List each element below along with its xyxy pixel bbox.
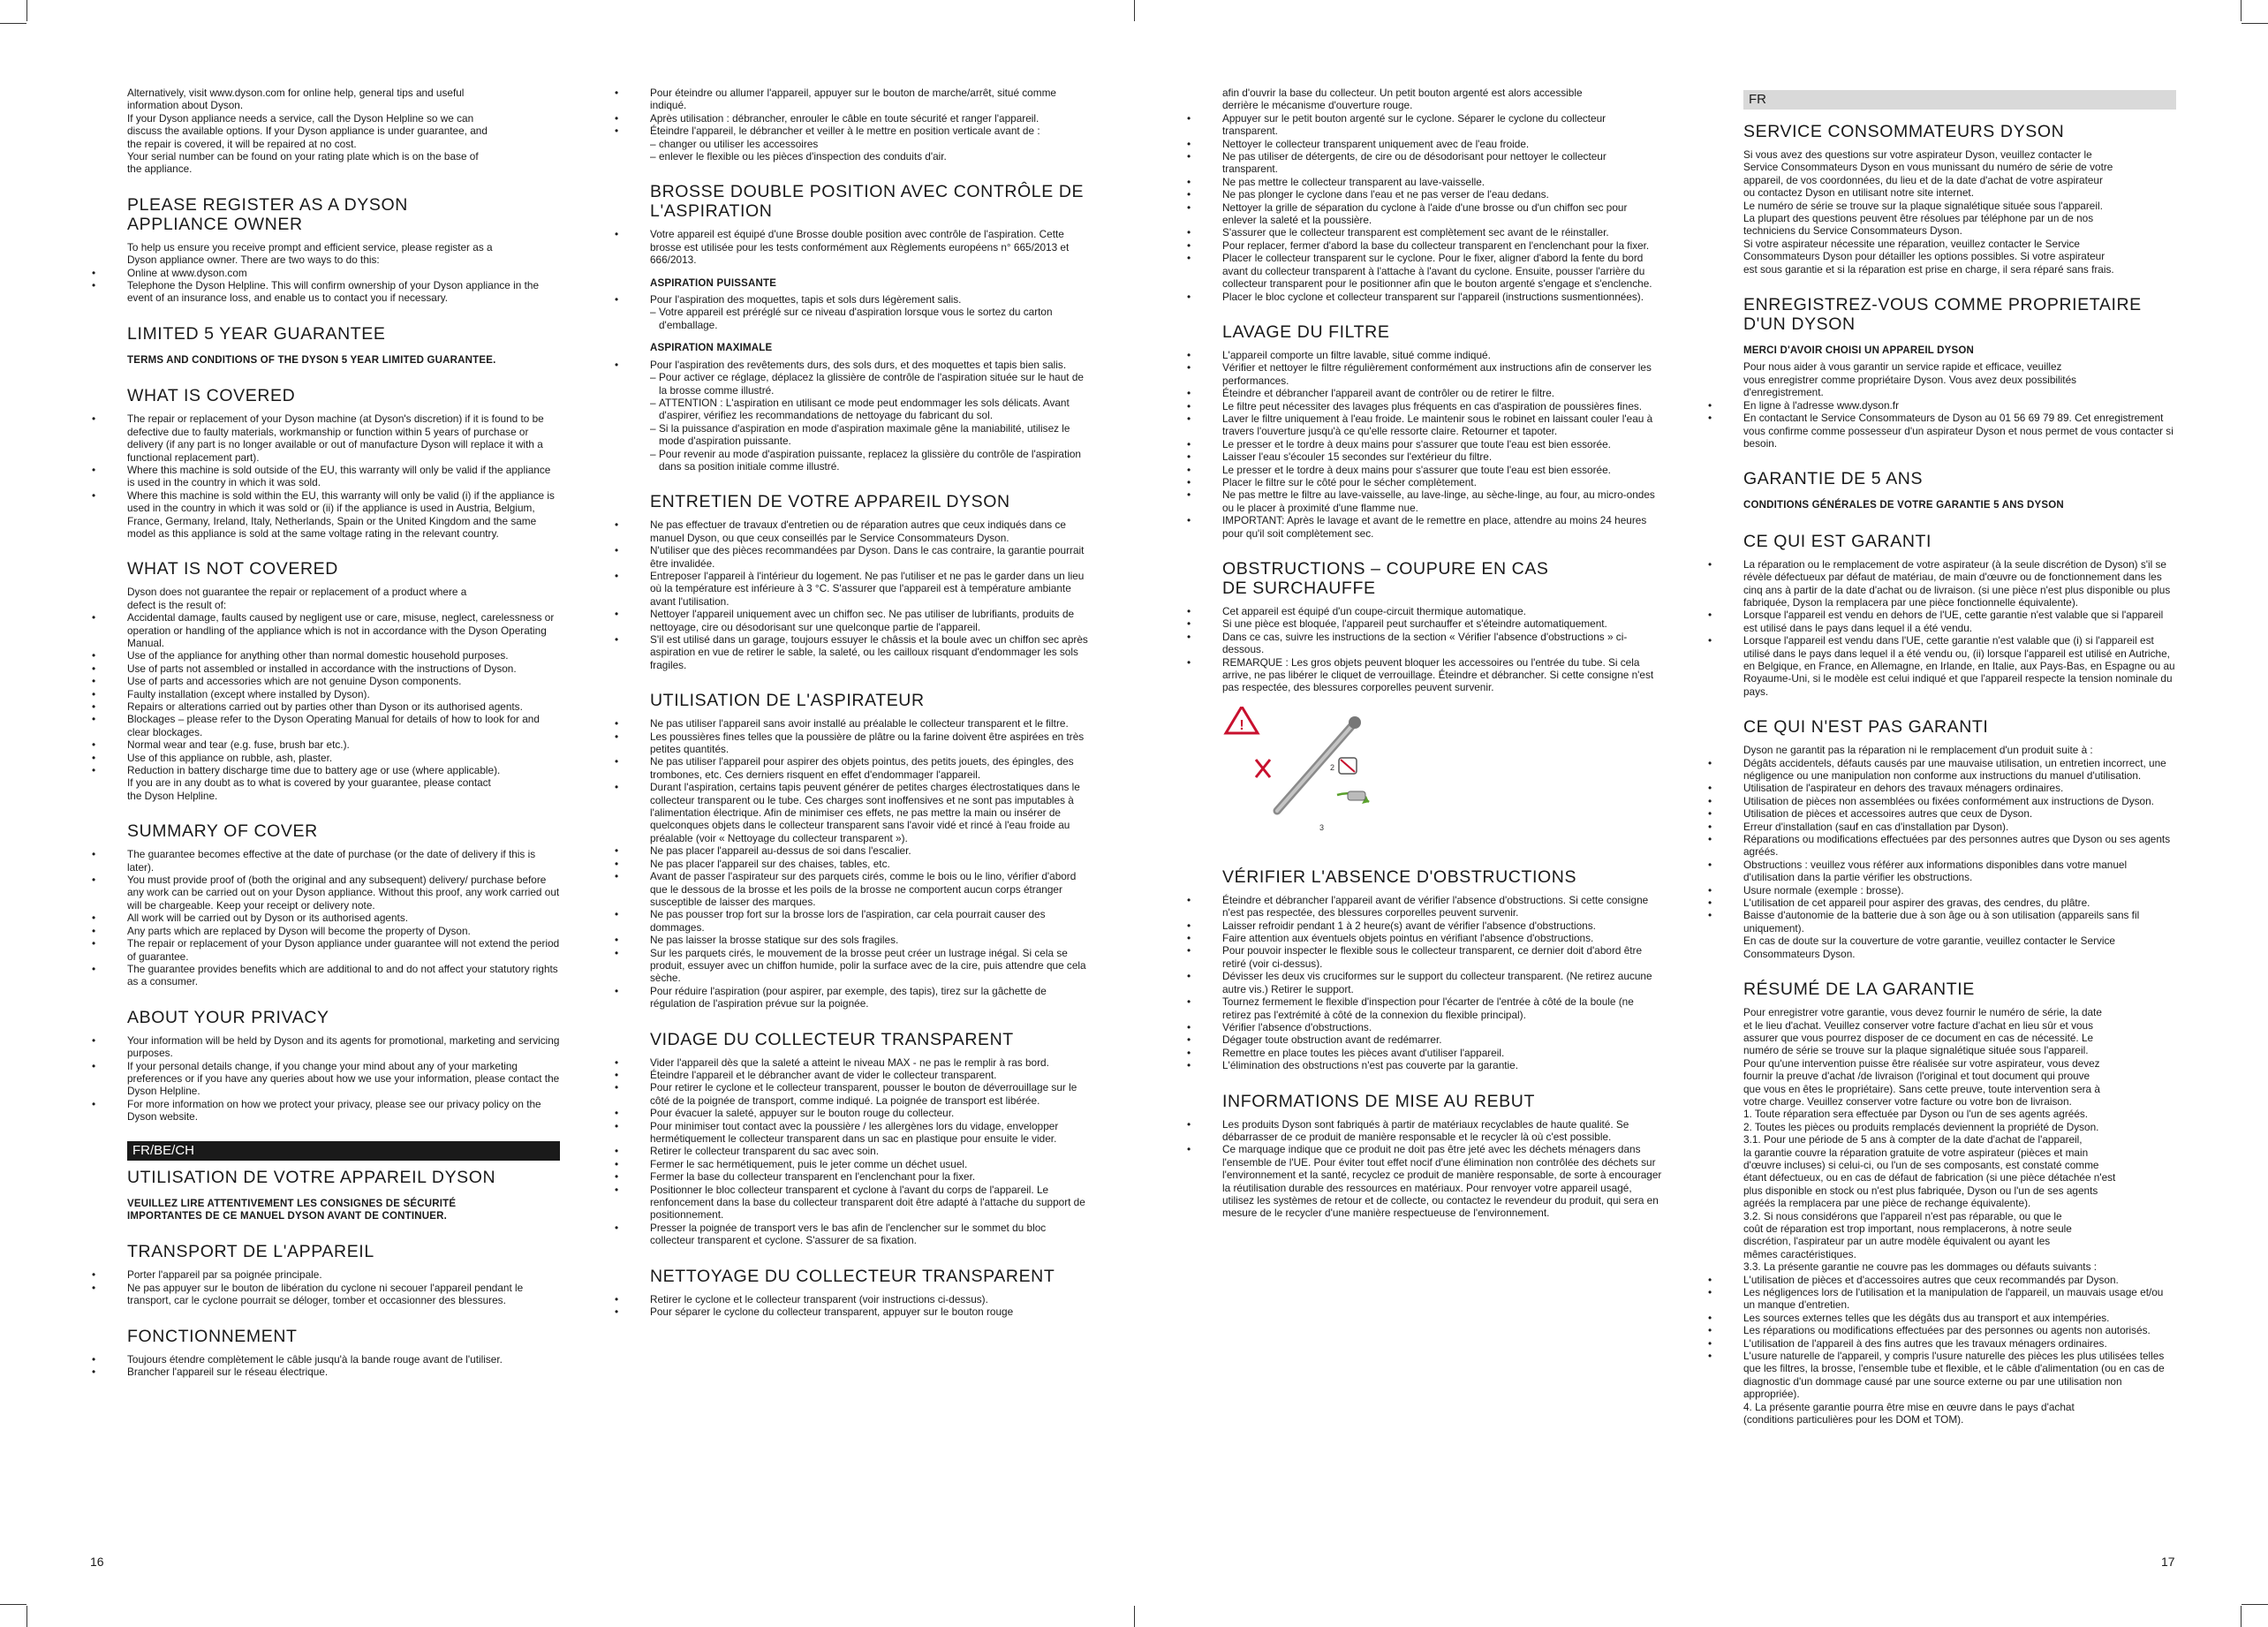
- list-item: • Pour séparer le cyclone du collecteur transparent, appuyer sur le bouton rouge: [650, 1305, 1092, 1318]
- list-item: • Positionner le bloc collecteur transparent et cyclone à l'avant du corps de l'appareil. Le renfoncement dans la base du collecteur transparent doit être adapté à l'attache du support de positionnement.: [650, 1184, 1092, 1222]
- list-item: • L'utilisation de pièces et d'accessoires autres que ceux recommandés par Dyson.: [1743, 1274, 2176, 1286]
- list-item: • Pour retirer le cyclone et le collecteur transparent, pousser le bouton de déverrouillage sur le côté de la poignée de transport, comme indiqué. La poignée de transport est libérée.: [650, 1081, 1092, 1107]
- list-item: • Laver le filtre uniquement à l'eau froide. Le maintenir sous le robinet en laissant couler l'eau à travers l'ouverture jusqu'à ce qu'elle ressorte claire. Retourner et tapoter.: [1222, 412, 1664, 438]
- list-item: • The guarantee provides benefits which are additional to and do not affect your statutory rights as a consumer.: [127, 963, 560, 988]
- list-item: • Ne pas placer l'appareil au-dessus de soi dans l'escalier.: [650, 844, 1092, 857]
- vidage-heading: VIDAGE DU COLLECTEUR TRANSPARENT: [650, 1029, 1014, 1049]
- list-item: • Use of parts and accessories which are not genuine Dyson components.: [127, 675, 560, 687]
- list-item: • L'élimination des obstructions n'est pas couverte par la garantie.: [1222, 1059, 1664, 1071]
- list-item: • Entreposer l'appareil à l'intérieur du logement. Ne pas l'utiliser et ne pas le garder dans un lieu où la température est inférieure à 3 °C. S'assurer que l'appareil est à température ambiante avant l'utilisation.: [650, 570, 1092, 608]
- crop-mark: [26, 0, 27, 21]
- obstruction-illustration: [1222, 707, 1399, 848]
- pas-garanti-text: Dyson ne garantit pas la réparation ni le remplacement d'un produit suite à :: [1743, 744, 2093, 757]
- pas-garanti-heading: CE QUI N'EST PAS GARANTI: [1743, 717, 1989, 738]
- list-item: • Dévisser les deux vis cruciformes sur le support du collecteur transparent. (Ne retirez aucune autre vis.) Retirer le support.: [1222, 970, 1664, 995]
- list-item: • Lorsque l'appareil est vendu en dehors de l'UE, cette garantie n'est valable que si l'appareil est utilisé dans le pays dans lequel il a été vendu.: [1743, 609, 2176, 634]
- list-item: • Retirer le collecteur transparent du sac avec soin.: [650, 1145, 1092, 1157]
- terms-subheading: TERMS AND CONDITIONS OF THE DYSON 5 YEAR LIMITED GUARANTEE.: [127, 354, 496, 366]
- list-item: • Les réparations ou modifications effectuées par des personnes ou agents non autorisés.: [1743, 1324, 2176, 1336]
- list-item: • Retirer le cyclone et le collecteur transparent (voir instructions ci-dessus).: [650, 1293, 1092, 1305]
- list-item: • Dégager toute obstruction avant de redémarrer.: [1222, 1033, 1664, 1046]
- service-text: Si vous avez des questions sur votre aspirateur Dyson, veuillez contacter le Service Consommateurs Dyson en vous munissant du numéro de série de votre appareil, de vos coordonnées, du lieu et de la date d'achat de votre aspirateur ou contactez Dyson en utilisant notre site internet. Le numéro de série se trouve sur la plaque signalétique située sous l'appareil. La plupart des questions peuvent être résolues par téléphone par un de nos techniciens du Service Consommateurs Dyson. Si votre aspirateur nécessite une réparation, veuillez contacter le Service Consommateurs Dyson pour détailler les options possibles. Si votre aspirateur est sous garantie et si la réparation est prise en charge, il sera réparé sans frais.: [1743, 148, 2114, 276]
- list-item: • Placer le filtre sur le côté pour le sécher complètement.: [1222, 476, 1664, 488]
- continued-text: afin d'ouvrir la base du collecteur. Un petit bouton argenté est alors accessible derrière le mécanisme d'ouverture rouge.: [1222, 87, 1583, 112]
- what-is-covered-heading: WHAT IS COVERED: [127, 386, 296, 406]
- list-item: • Placer le bloc cyclone et collecteur transparent sur l'appareil (instructions susmentionnées).: [1222, 291, 1664, 303]
- list-item: • Utilisation de pièces non assemblées ou fixées conformément aux instructions de Dyson.: [1743, 795, 2176, 807]
- not-covered-after: If you are in any doubt as to what is covered by your guarantee, please contact the Dyson Helpline.: [127, 776, 491, 802]
- list-item: • Presser la poignée de transport vers le bas afin de l'enclencher sur le sommet du bloc collecteur transparent et cyclone. S'assurer de sa fixation.: [650, 1222, 1092, 1247]
- list-item: • Remettre en place toutes les pièces avant d'utiliser l'appareil.: [1222, 1047, 1664, 1059]
- list-item: • Ne pas mettre le collecteur transparent au lave-vaisselle.: [1222, 176, 1664, 188]
- column-1: [127, 87, 560, 1378]
- resume-heading: RÉSUMÉ DE LA GARANTIE: [1743, 980, 1975, 1000]
- list-item: • Vérifier et nettoyer le filtre régulièrement conformément aux instructions afin de conserver les performances.: [1222, 361, 1664, 387]
- list-item: • Cet appareil est équipé d'un coupe-circuit thermique automatique.: [1222, 605, 1664, 617]
- sub-item: – changer ou utiliser les accessoires: [650, 138, 1092, 150]
- list-item: • Telephone the Dyson Helpline. This will confirm ownership of your Dyson appliance in the event of an insurance loss, and enable us to contact you if necessary.: [127, 279, 560, 305]
- list-item: • Sur les parquets cirés, le mouvement de la brosse peut créer un lustrage inégal. Si cela se produit, essuyer avec un chiffon humide, polir la surface avec de la cire, puis attendre que cela sèche.: [650, 947, 1092, 985]
- list-item: • Vérifier l'absence d'obstructions.: [1222, 1021, 1664, 1033]
- enregistrez-heading: ENREGISTREZ-VOUS COMME PROPRIETAIRE D'UN DYSON: [1743, 295, 2142, 335]
- list-item: • Après utilisation : débrancher, enrouler le câble en toute sécurité et ranger l'appareil.: [650, 112, 1092, 125]
- list-item: • Normal wear and tear (e.g. fuse, brush bar etc.).: [127, 738, 560, 751]
- intro-text: Alternatively, visit www.dyson.com for online help, general tips and useful information about Dyson. If your Dyson appliance needs a service, call the Dyson Helpline so we can discuss the available options. If your Dyson appliance is under guarantee, and the repair is covered, it will be repaired at no cost. Your serial number can be found on your rating plate which is on the base of the appliance.: [127, 87, 488, 176]
- top-list: [650, 87, 1092, 163]
- resume-after: 4. La présente garantie pourra être mise en œuvre dans le pays d'achat (conditions particulières pour les DOM et TOM).: [1743, 1400, 2075, 1426]
- crop-mark: [2241, 0, 2242, 21]
- nettoyage-list: [650, 1293, 1092, 1319]
- list-item: • Les négligences lors de l'utilisation et la manipulation de l'appareil, un mauvais usage et/ou un manque d'entretien.: [1743, 1286, 2176, 1312]
- list-item: • Nettoyer le collecteur transparent uniquement avec de l'eau froide.: [1222, 138, 1664, 150]
- list-item: • Éteindre l'appareil, le débrancher et veiller à le mettre en position verticale avant de :: [650, 125, 1092, 137]
- list-item: • Dégâts accidentels, défauts causés par une mauvaise utilisation, un entretien incorrect, une négligence ou une manipulation non conforme aux instructions du manuel d'utilisation.: [1743, 757, 2176, 783]
- sub-item: – Pour revenir au mode d'aspiration puissante, replacez la glissière du contrôle de l'aspiration dans sa position initiale comme illustré.: [650, 448, 1092, 473]
- crop-mark: [0, 1604, 26, 1605]
- entretien-heading: ENTRETIEN DE VOTRE APPAREIL DYSON: [650, 492, 1010, 512]
- resume-text: Pour enregistrer votre garantie, vous devez fournir le numéro de série, la date et le lieu d'achat. Veuillez conserver votre facture d'achat en lieu sûr et vous assurer que vous pourrez disposer de ce document en cas de nécessité. Le numéro de série se trouve sur la plaque signalétique située sous l'appareil. Pour qu'une intervention puisse être réalisée sur votre aspirateur, vous devez fournir la preuve d'achat /de livraison (l'original et tout document qui prouve que vous en êtes le propriétaire). Sans cette preuve, toute intervention sera à votre charge. Veuillez conserver votre facture ou votre bon de livraison. 1. Toute réparation sera effectuée par Dyson ou l'un de ses agents agréés. 2. Toutes les pièces ou produits remplacés deviennent la propriété de Dyson. 3.1. Pour une période de 5 ans à compter de la date d'achat de l'appareil, la garantie couvre la réparation gratuite de votre aspirateur (pièces et main d'œuvre incluses) si celui-ci, ou l'un de ses composants, est constaté comme étant défectueux, ou en cas de défaut de fabrication (si une pièce détachée n'est plus disponible en stock ou n'est plus fabriquée, Dyson ou l'un de ses agents agréés la remplacera par une pièce de rechange équivalente). 3.2. Si nous considérons que l'appareil n'est pas réparable, ou que le coût de réparation est trop important, nous remplacerons, à notre seule discrétion, l'aspirateur par un autre modèle équivalent ou ayant les mêmes caractéristiques. 3.3. La présente garantie ne couvre pas les dommages ou défauts suivants :: [1743, 1006, 2116, 1274]
- register-text: To help us ensure you receive prompt and efficient service, please register as a Dyson appliance owner. There are two ways to do this:: [127, 240, 493, 267]
- list-item: • IMPORTANT: Après le lavage et avant de le remettre en place, attendre au moins 24 heures pour qu'il soit complètement sec.: [1222, 514, 1664, 540]
- list-item: • Ne pas placer l'appareil sur des chaises, tables, etc.: [650, 858, 1092, 870]
- list-item: • Éteindre et débrancher l'appareil avant de vérifier l'absence d'obstructions. Si cette consigne n'est pas respectée, des blessures corporelles peuvent survenir.: [1222, 894, 1664, 919]
- list-item: • Fermer le sac hermétiquement, puis le jeter comme un déchet usuel.: [650, 1158, 1092, 1170]
- verifier-list: [1222, 894, 1664, 1072]
- fonctionnement-heading: FONCTIONNEMENT: [127, 1326, 298, 1346]
- list-item: • Ne pas pousser trop fort sur la brosse lors de l'aspiration, car cela pourrait causer des dommages.: [650, 908, 1092, 934]
- crop-mark: [1134, 1606, 1135, 1627]
- list-item: • Ne pas appuyer sur le bouton de libération du cyclone ni secouer l'appareil pendant le transport, car le cyclone pourrait se déloger, tomber et occasionner des blessures.: [127, 1282, 560, 1307]
- list-item: • Utilisation de pièces et accessoires autres que ceux de Dyson.: [1743, 807, 2176, 820]
- list-item: • Réparations ou modifications effectuées par des personnes autres que Dyson ou ses agents agréés.: [1743, 833, 2176, 859]
- nettoyage-heading: NETTOYAGE DU COLLECTEUR TRANSPARENT: [650, 1266, 1055, 1286]
- list-item: • Any parts which are replaced by Dyson will become the property of Dyson.: [127, 925, 560, 937]
- list-item: • Le presser et le tordre à deux mains pour s'assurer que toute l'eau est bien essorée.: [1222, 438, 1664, 450]
- list-item: • You must provide proof of (both the original and any subsequent) delivery/ purchase before any work can be carried out on your Dyson appliance. Without this proof, any work carried out will be chargeable. Keep your receipt or delivery note.: [127, 874, 560, 912]
- list-item: • Les produits Dyson sont fabriqués à partir de matériaux recyclables de haute qualité. Se débarrasser de ce produit de manière responsable et le recycler là où c'est possible.: [1222, 1118, 1664, 1144]
- list-item: • Use of the appliance for anything other than normal domestic household purposes.: [127, 649, 560, 662]
- list-item: • En ligne à l'adresse www.dyson.fr: [1743, 399, 2176, 412]
- list-item: • Tournez fermement le flexible d'inspection pour l'écarter de l'entrée à côté de la boule (ne retirez pas l'extrémité à côté de la connexion du flexible principal).: [1222, 995, 1664, 1021]
- pas-garanti-list: [1743, 757, 2176, 935]
- list-item: • Pour éteindre ou allumer l'appareil, appuyer sur le bouton de marche/arrêt, situé comme indiqué.: [650, 87, 1092, 112]
- list-item: • Porter l'appareil par sa poignée principale.: [127, 1268, 560, 1281]
- list-item: • Use of this appliance on rubble, ash, plaster.: [127, 752, 560, 764]
- list-item: • Ne pas utiliser l'appareil pour aspirer des objets pointus, des petits jouets, des épingles, des trombones, etc. Ces derniers risquent en effet d'endommager l'appareil.: [650, 755, 1092, 781]
- list-item: • Ne pas utiliser de détergents, de cire ou de désodorisant pour nettoyer le collecteur transparent.: [1222, 150, 1664, 176]
- list-item: • Use of parts not assembled or installed in accordance with the instructions of Dyson.: [127, 662, 560, 675]
- crop-mark: [2242, 23, 2268, 24]
- crop-mark: [2241, 1606, 2242, 1627]
- crop-mark: [26, 1606, 27, 1627]
- aspirateur-list: [650, 717, 1092, 1010]
- enregistrez-list: [1743, 399, 2176, 450]
- fonctionnement-list: [127, 1353, 560, 1379]
- page-number-left: 16: [90, 1555, 104, 1569]
- list-item: • Brancher l'appareil sur le réseau électrique.: [127, 1366, 560, 1378]
- list-item: • L'appareil comporte un filtre lavable, situé comme indiqué.: [1222, 349, 1664, 361]
- list-item: • Pour minimiser tout contact avec la poussière / les allergènes lors du vidage, envelopper hermétiquement le collecteur transparent dans un sac en plastique pour ensuite le vider.: [650, 1120, 1092, 1146]
- utilisation-heading: UTILISATION DE VOTRE APPAREIL DYSON: [127, 1167, 496, 1187]
- list-item: • Accidental damage, faults caused by negligent use or care, misuse, neglect, carelessness or operation or handling of the appliance which is not in accordance with the Dyson Operating Manual.: [127, 611, 560, 649]
- list-item: • Ne pas utiliser l'appareil sans avoir installé au préalable le collecteur transparent et le filtre.: [650, 717, 1092, 730]
- limited-guarantee-heading: LIMITED 5 YEAR GUARANTEE: [127, 323, 386, 344]
- list-item: • Baisse d'autonomie de la batterie due à son âge ou à son utilisation (appareils sans fil uniquement).: [1743, 909, 2176, 935]
- crop-mark: [1134, 0, 1135, 21]
- list-item: • L'utilisation de cet appareil pour aspirer des gravas, des cendres, du plâtre.: [1743, 897, 2176, 909]
- sub-item: – enlever le flexible ou les pièces d'inspection des conduits d'air.: [650, 150, 1092, 163]
- column-4: [1743, 90, 2176, 1426]
- list-item: • Toujours étendre complètement le câble jusqu'à la bande rouge avant de l'utiliser.: [127, 1353, 560, 1366]
- svg-text:!: !: [1239, 717, 1244, 733]
- sub-item: – Votre appareil est préréglé sur ce niveau d'aspiration lorsque vous le sortez du carton d'emballage.: [650, 306, 1092, 331]
- list-item: • Your information will be held by Dyson and its agents for promotional, marketing and servicing purposes.: [127, 1034, 560, 1060]
- obstructions-heading: OBSTRUCTIONS – COUPURE EN CAS DE SURCHAUFFE: [1222, 559, 1549, 598]
- list-item: • Obstructions : veuillez vous référer aux informations disponibles dans votre manuel d'utilisation dans la partie vérifier les obstructions.: [1743, 859, 2176, 884]
- sub-item: – Si la puissance d'aspiration en mode d'aspiration maximale gêne la maniabilité, utilisez le mode d'aspiration puissante.: [650, 422, 1092, 448]
- sub-item: – Pour activer ce réglage, déplacez la glissière de contrôle de l'aspiration située sur le haut de la brosse comme illustré.: [650, 371, 1092, 397]
- list-item: • Votre appareil est équipé d'une Brosse double position avec contrôle de l'aspiration. Cette brosse est utilisée pour les tests conformément aux Règlements européens n° 665/2013 et 666/2013.: [650, 228, 1092, 266]
- list-item: • Lorsque l'appareil est vendu dans l'UE, cette garantie n'est valable que (i) si l'appareil est utilisé dans le pays dans lequel il a été vendu ou, (ii) lorsque l'appareil est utilisé en Autriche, en Belgique, en France, en Allemagne, en Irlande, en Italie, aux Pays-Bas, en Espagne ou au Royaume-Uni, si le modèle est celui indiqué et que l'appareil respecte la tension nominale du pays.: [1743, 634, 2176, 698]
- list-item: • The guarantee becomes effective at the date of purchase (or the date of delivery if this is later).: [127, 848, 560, 874]
- register-list: [127, 267, 560, 305]
- nettoyage-cont-list: [1222, 112, 1664, 303]
- resume-list: [1743, 1274, 2176, 1401]
- not-covered-list: [127, 611, 560, 776]
- language-bar-fr: FR: [1743, 90, 2176, 110]
- crop-mark: [0, 23, 26, 24]
- privacy-heading: ABOUT YOUR PRIVACY: [127, 1007, 329, 1027]
- list-item: • Online at www.dyson.com: [127, 267, 560, 279]
- list-item: • Nettoyer la grille de séparation du cyclone à l'aide d'une brosse ou d'un chiffon sec pour enlever la saleté et la poussière.: [1222, 201, 1664, 227]
- list-item: • Les sources externes telles que les dégâts dus au transport et aux intempéries.: [1743, 1312, 2176, 1324]
- list-item: • Ce marquage indique que ce produit ne doit pas être jeté avec les déchets ménagers dans l'ensemble de l'UE. Pour éviter tout effet nocif d'une élimination non contrôlée des déchets sur l'environnement et la santé, recyclez ce produit de manière responsable, de sorte à encourager la réutilisation durable des ressources en matériaux. Pour renvoyer votre appareil usagé, utilisez les systèmes de retour et de collecte, ou contactez le revendeur du produit, qui sera en mesure de le recycler d'une manière respectueuse de l'environnement.: [1222, 1143, 1664, 1219]
- list-item: • Faire attention aux éventuels objets pointus en vérifiant l'absence d'obstructions.: [1222, 932, 1664, 944]
- list-item: • The repair or replacement of your Dyson appliance under guarantee will not extend the period of guarantee.: [127, 937, 560, 963]
- verifier-heading: VÉRIFIER L'ABSENCE D'OBSTRUCTIONS: [1222, 866, 1577, 887]
- conditions-subheading: CONDITIONS GÉNÉRALES DE VOTRE GARANTIE 5 ANS DYSON: [1743, 500, 2064, 511]
- list-item: • Where this machine is sold within the EU, this warranty will only be valid (i) if the appliance is used in the country in which it was sold or (ii) if the appliance is used in Austria, Belgium, France, Germany, Ireland, Italy, Netherlands, Spain or the United Kingdom and the same model as this appliance is sold at the same voltage rating in the relevant country.: [127, 489, 560, 541]
- list-item: • Ne pas laisser la brosse statique sur des sols fragiles.: [650, 934, 1092, 946]
- merci-subheading: MERCI D'AVOIR CHOISI UN APPAREIL DYSON: [1743, 345, 1975, 357]
- list-item: • Le filtre peut nécessiter des lavages plus fréquents en cas d'aspiration de poussières fines.: [1222, 400, 1664, 412]
- obstructions-list: [1222, 605, 1664, 694]
- list-item: • Durant l'aspiration, certains tapis peuvent générer de petites charges électrostatiques dans le collecteur transparent ou le tube. Ces charges sont inoffensives et ne sont pas imputables à l'alimentation électrique. Afin de minimiser ces effets, ne pas mettre la main ou insérer de quelconques objets dans le collecteur transparent sans l'avoir vidé et rincé à l'eau froide au préalable (voir « Nettoyage du collecteur transparent »).: [650, 781, 1092, 844]
- pas-garanti-after: En cas de doute sur la couverture de votre garantie, veuillez contacter le Service Consommateurs Dyson.: [1743, 935, 2115, 960]
- list-item: • En contactant le Service Consommateurs de Dyson au 01 56 69 79 89. Cet enregistrement vous confirme comme possesseur d'un aspirateur Dyson et nous permet de vous contacter si besoin.: [1743, 412, 2176, 450]
- safety-subheading: VEUILLEZ LIRE ATTENTIVEMENT LES CONSIGNES DE SÉCURITÉ IMPORTANTES DE CE MANUEL DYSON AVANT DE CONTINUER.: [127, 1198, 457, 1222]
- maximale-list: [650, 359, 1092, 473]
- list-item: • Ne pas plonger le cyclone dans l'eau et ne pas verser de l'eau dedans.: [1222, 188, 1664, 201]
- covered-list: [127, 412, 560, 540]
- puissante-list: [650, 293, 1092, 331]
- column-3: [1222, 87, 1664, 1220]
- list-item: • Where this machine is sold outside of the EU, this warranty will only be valid if the appliance is used in the country in which it was sold.: [127, 464, 560, 489]
- garanti-list: [1743, 558, 2176, 698]
- list-item: • Pour évacuer la saleté, appuyer sur le bouton rouge du collecteur.: [650, 1107, 1092, 1119]
- list-item: • S'assurer que le collecteur transparent est complètement sec avant de le réinstaller.: [1222, 226, 1664, 238]
- list-item: • Faulty installation (except where installed by Dyson).: [127, 688, 560, 700]
- enregistrez-text: Pour nous aider à vous garantir un service rapide et efficace, veuillez vous enregistrer comme propriétaire Dyson. Vous avez deux possibilités d'enregistrement.: [1743, 360, 2077, 399]
- list-item: • S'il est utilisé dans un garage, toujours essuyer le châssis et la boule avec un chiffon sec après aspiration en vue de retirer le sable, la saleté, ou les cailloux risquant d'endommager les sols fragiles.: [650, 633, 1092, 671]
- list-item: • Placer le collecteur transparent sur le cyclone. Pour le fixer, aligner d'abord la fente du bord avant du collecteur transparent à l'attache à l'avant du cyclone. Ensuite, pousser l'arrière du collecteur transparent pour le positionner afin que le bouton argenté s'engage et s'enclenche.: [1222, 252, 1664, 290]
- aspiration-puissante-subheading: ASPIRATION PUISSANTE: [650, 277, 777, 289]
- lavage-list: [1222, 349, 1664, 540]
- list-item: • N'utiliser que des pièces recommandées par Dyson. Dans le cas contraire, la garantie pourrait être invalidée.: [650, 544, 1092, 570]
- list-item: • Erreur d'installation (sauf en cas d'installation par Dyson).: [1743, 821, 2176, 833]
- service-heading: SERVICE CONSOMMATEURS DYSON: [1743, 122, 2065, 141]
- list-item: • Pour l'aspiration des moquettes, tapis et sols durs légèrement salis.: [650, 293, 1092, 306]
- sub-item: – ATTENTION : L'aspiration en utilisant ce mode peut endommager les sols délicats. Avant d'aspirer, vérifiez les recommandations de nettoyage du fabricant du sol.: [650, 397, 1092, 422]
- list-item: • Pour l'aspiration des revêtements durs, des sols durs, et des moquettes et tapis bien salis.: [650, 359, 1092, 371]
- list-item: • L'utilisation de l'appareil à des fins autres que les travaux ménagers ordinaires.: [1743, 1337, 2176, 1350]
- utilisation-aspirateur-heading: UTILISATION DE L'ASPIRATEUR: [650, 691, 925, 711]
- not-covered-heading: WHAT IS NOT COVERED: [127, 559, 338, 579]
- mise-au-rebut-list: [1222, 1118, 1664, 1220]
- transport-list: [127, 1268, 560, 1306]
- language-bar-fr-be-ch: FR/BE/CH: [127, 1141, 560, 1161]
- vidage-list: [650, 1056, 1092, 1247]
- list-item: • Utilisation de l'aspirateur en dehors des travaux ménagers ordinaires.: [1743, 782, 2176, 794]
- list-item: • Appuyer sur le petit bouton argenté sur le cyclone. Séparer le cyclone du collecteur transparent.: [1222, 112, 1664, 138]
- transport-heading: TRANSPORT DE L'APPAREIL: [127, 1242, 374, 1262]
- list-item: • Laisser refroidir pendant 1 à 2 heure(s) avant de vérifier l'absence d'obstructions.: [1222, 919, 1664, 932]
- aspiration-maximale-subheading: ASPIRATION MAXIMALE: [650, 343, 773, 354]
- list-item: • La réparation ou le remplacement de votre aspirateur (à la seule discrétion de Dyson) s'il se révèle défectueux par défaut de matériau, de main d'œuvre ou de fonctionnement dans les cinq ans à partir de la date d'achat ou de livraison. (si une pièce n'est plus disponible ou plus fabriquée, Dyson la remplacera par une pièce fonctionnelle équivalente).: [1743, 558, 2176, 609]
- list-item: • Repairs or alterations carried out by parties other than Dyson or its authorised agents.: [127, 700, 560, 713]
- list-item: • Éteindre l'appareil et le débrancher avant de vider le collecteur transparent.: [650, 1069, 1092, 1081]
- list-item: • Ne pas mettre le filtre au lave-vaisselle, au lave-linge, au sèche-linge, au four, au micro-ondes ou le placer à proximité d'une flamme nue.: [1222, 488, 1664, 514]
- mise-au-rebut-heading: INFORMATIONS DE MISE AU REBUT: [1222, 1091, 1535, 1111]
- list-item: • REMARQUE : Les gros objets peuvent bloquer les accessoires ou l'entrée du tube. Si cela arrive, ne pas libérer le cliquet de verrouillage. Éteindre et débrancher. Si cette consigne n'est pas respectée, des blessures corporelles peuvent survenir.: [1222, 656, 1664, 694]
- register-heading: PLEASE REGISTER AS A DYSON APPLIANCE OWNER: [127, 194, 408, 234]
- list-item: • For more information on how we protect your privacy, please see our privacy policy on the Dyson website.: [127, 1098, 560, 1124]
- summary-heading: SUMMARY OF COVER: [127, 821, 318, 842]
- brosse-list: [650, 228, 1092, 266]
- list-item: • Vider l'appareil dès que la saleté a atteint le niveau MAX - ne pas le remplir à ras bord.: [650, 1056, 1092, 1069]
- list-item: • Le presser et le tordre à deux mains pour s'assurer que toute l'eau est bien essorée.: [1222, 464, 1664, 476]
- list-item: • Ne pas effectuer de travaux d'entretien ou de réparation autres que ceux indiqués dans ce manuel Dyson, ou que ceux conseillés par le Service Consommateurs Dyson.: [650, 518, 1092, 544]
- list-item: • Blockages – please refer to the Dyson Operating Manual for details of how to look for and clear blockages.: [127, 713, 560, 738]
- list-item: • All work will be carried out by Dyson or its authorised agents.: [127, 912, 560, 924]
- list-item: • The repair or replacement of your Dyson machine (at Dyson's discretion) if it is found to be defective due to faulty materials, workmanship or function within 5 years of purchase or delivery (if any part is no longer available or out of manufacture Dyson will replace it with a functional replacement part).: [127, 412, 560, 464]
- ce-qui-est-garanti-heading: CE QUI EST GARANTI: [1743, 531, 1932, 551]
- list-item: • Si une pièce est bloquée, l'appareil peut surchauffer et s'éteindre automatiquement.: [1222, 617, 1664, 630]
- list-item: • Laisser l'eau s'écouler 15 secondes sur l'extérieur du filtre.: [1222, 450, 1664, 463]
- privacy-list: [127, 1034, 560, 1124]
- garantie-heading: GARANTIE DE 5 ANS: [1743, 469, 1924, 489]
- crop-mark: [2242, 1604, 2268, 1605]
- list-item: • Avant de passer l'aspirateur sur des parquets cirés, comme le bois ou le lino, vérifier d'abord que le dessous de la brosse et les poils de la brosse ne comportent aucun corps étranger susceptible de laisser des marques.: [650, 870, 1092, 908]
- list-item: • Fermer la base du collecteur transparent en l'enclenchant pour la fixer.: [650, 1170, 1092, 1183]
- list-item: • Éteindre et débrancher l'appareil avant de contrôler ou de retirer le filtre.: [1222, 387, 1664, 399]
- lavage-heading: LAVAGE DU FILTRE: [1222, 322, 1390, 342]
- list-item: • L'usure naturelle de l'appareil, y compris l'usure naturelle des pièces les plus utilisées telles que les filtres, la brosse, l'ensemble tube et flexible, et le câble d'alimentation (ou en cas de diagnostic d'un dommage causé par une source externe ou par une utilisation non appropriée).: [1743, 1350, 2176, 1401]
- illustration-label-3: 3: [1319, 822, 1325, 832]
- page-number-right: 17: [2161, 1555, 2175, 1569]
- list-item: • Pour pouvoir inspecter le flexible sous le collecteur transparent, ce dernier doit d'abord être retiré (voir ci-dessus).: [1222, 944, 1664, 970]
- list-item: • Pour réduire l'aspiration (pour aspirer, par exemple, des tapis), tirez sur la gâchette de régulation de l'aspiration prévue sur la poignée.: [650, 985, 1092, 1010]
- entretien-list: [650, 518, 1092, 671]
- list-item: • Dans ce cas, suivre les instructions de la section « Vérifier l'absence d'obstructions » ci-dessous.: [1222, 631, 1664, 656]
- column-2: [650, 87, 1092, 1318]
- list-item: • Pour replacer, fermer d'abord la base du collecteur transparent en l'enclenchant pour la fixer.: [1222, 239, 1664, 252]
- list-item: • Usure normale (exemple : brosse).: [1743, 884, 2176, 897]
- not-covered-text: Dyson does not guarantee the repair or replacement of a product where a defect is the result of:: [127, 586, 467, 611]
- brosse-heading: BROSSE DOUBLE POSITION AVEC CONTRÔLE DE L'ASPIRATION: [650, 182, 1085, 222]
- list-item: • Reduction in battery discharge time due to battery age or use (where applicable).: [127, 764, 560, 776]
- list-item: • Nettoyer l'appareil uniquement avec un chiffon sec. Ne pas utiliser de lubrifiants, produits de nettoyage, cire ou désodorisant sur une quelconque partie de l'appareil.: [650, 608, 1092, 633]
- summary-list: [127, 848, 560, 988]
- illustration-label-2: 2: [1330, 762, 1335, 772]
- list-item: • Les poussières fines telles que la poussière de plâtre ou la farine doivent être aspirées en très petites quantités.: [650, 730, 1092, 756]
- list-item: • If your personal details change, if you change your mind about any of your marketing preferences or if you have any queries about how we use your information, please contact the Dyson Helpline.: [127, 1060, 560, 1098]
- vacuum-wand-illustration: [1222, 707, 1399, 848]
